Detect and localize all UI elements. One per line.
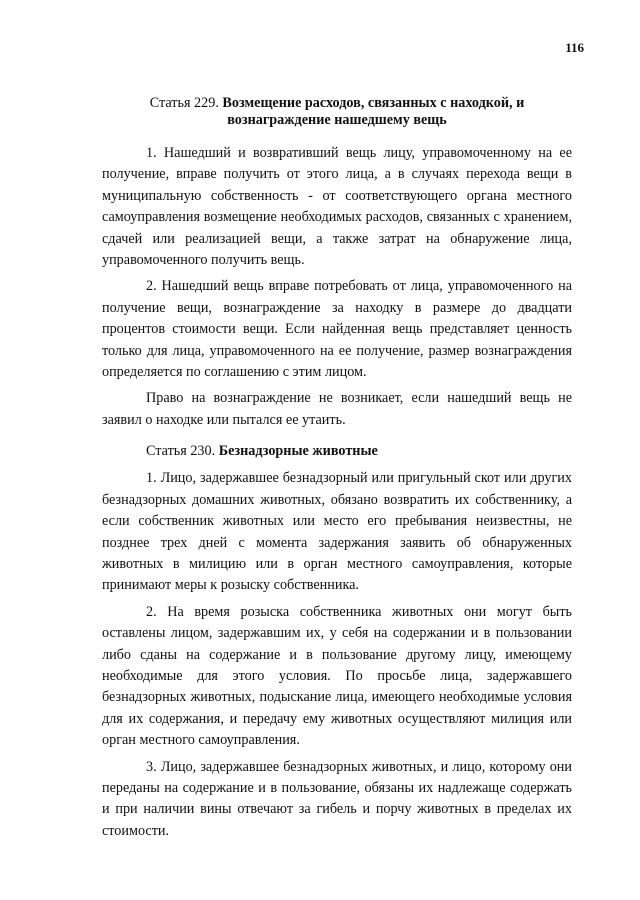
article-229-title-line1: Возмещение расходов, связанных с находкой, и <box>222 95 525 111</box>
article-229-heading <box>102 95 572 129</box>
article-230-paragraph-2: 2. На время розыска собственника животных они могут быть оставлены лицом, задержавшим их, у себя на содержании и в пользовании либо сданы на содержание и в пользование другому лицу, имеющему необходимые для этого условия. По просьбе лица, задержавшего безнадзорных животных, подыскание лица, имеющего необходимые условия для их содержания, и передачу ему животных осуществляют милиция или орган местного самоуправления. <box>102 603 572 749</box>
page-number: 116 <box>565 40 584 55</box>
article-229-paragraph-1: 1. Нашедший и возвративший вещь лицу, управомоченному на ее получение, вправе получить от этого лица, а в случаях перехода вещи в муниципальную собственность - от соответствующего органа местного самоуправления возмещение необходимых расходов, связанных с хранением, сдачей или реализацией вещи, а также затрат на обнаружение лица, управомоченного получить вещь. <box>102 145 572 269</box>
page-content <box>102 95 572 842</box>
article-230-number: Статья 230. <box>146 443 216 460</box>
article-230-paragraph-3: 3. Лицо, задержавшее безнадзорных животных, и лицо, которому они переданы на содержание и в пользование, обязаны их надлежаще содержать и при наличии вины отвечают за гибель и порчу животных в пределах их стоимости. <box>102 758 572 839</box>
article-230-heading <box>102 443 572 460</box>
article-229-title-line2: вознаграждение нашедшему вещь <box>227 112 447 128</box>
article-230-title: Безнадзорные животные <box>218 443 378 460</box>
article-229 <box>102 95 572 431</box>
article-229-number: Статья 229. <box>149 95 219 111</box>
article-229-paragraph-3: Право на вознаграждение не возникает, если нашедший вещь не заявил о находке или пытался ее утаить. <box>102 390 572 428</box>
article-230 <box>102 443 572 842</box>
article-229-paragraph-2: 2. Нашедший вещь вправе потребовать от лица, управомоченного на получение вещи, вознаграждение за находку в размере до двадцати процентов стоимости вещи. Если найденная вещь представляет ценность только для лица, управомоченного на ее получение, размер вознаграждения определяется по соглашению с этим лицом. <box>102 278 572 381</box>
article-230-paragraph-1: 1. Лицо, задержавшее безнадзорный или пригульный скот или других безнадзорных домашних животных, обязано возвратить их собственнику, а если собственник животных или место его пребывания неизвестны, не позднее трех дней с момента задержания заявить об обнаруженных животных в милицию или в орган местного самоуправления, которые принимают меры к розыску собственника. <box>102 470 572 594</box>
